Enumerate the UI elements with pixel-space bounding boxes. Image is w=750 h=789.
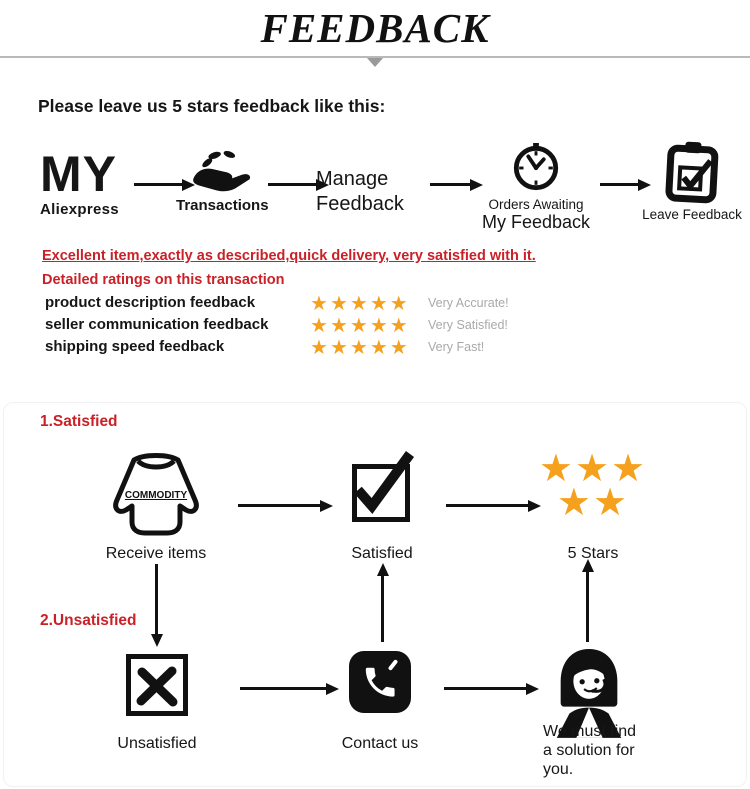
star-icon: ★	[310, 337, 328, 359]
solution-line: a solution for	[543, 742, 635, 759]
rating-comment: Very Accurate!	[428, 296, 509, 310]
arrow-up-icon	[381, 574, 384, 642]
phone-handset-icon	[349, 651, 411, 713]
arrow-right-icon	[600, 183, 640, 186]
arrow-right-icon	[240, 687, 328, 690]
commodity-text: COMMODITY	[124, 490, 188, 501]
star-icon: ★	[556, 482, 593, 524]
star-icon: ★	[349, 315, 368, 337]
star-rating	[310, 335, 428, 360]
rating-label: product description feedback	[45, 294, 256, 311]
star-icon: ★	[369, 315, 388, 337]
arrow-right-icon	[238, 504, 322, 507]
excellent-item-line: Excellent item,exactly as described,quick delivery, very satisfied with it.	[42, 248, 536, 264]
divider-notch-icon	[367, 58, 383, 67]
clock-icon	[511, 142, 561, 194]
transactions-label: Transactions	[176, 197, 269, 214]
step-my-aliexpress	[40, 146, 119, 218]
arrow-right-icon	[430, 183, 472, 186]
receive-items-label: Receive items	[105, 545, 207, 562]
cross-box-icon	[126, 654, 188, 716]
solution-line: you.	[543, 761, 574, 778]
cross-mark-icon	[131, 659, 183, 711]
leave-feedback-label: Leave Feedback	[642, 207, 742, 222]
star-icon: ★	[369, 293, 388, 315]
page-title: FEEDBACK	[260, 5, 490, 51]
star-icon: ★	[329, 315, 348, 337]
star-icon: ★	[369, 337, 388, 359]
step-transactions	[176, 148, 268, 214]
step-manage-feedback	[316, 167, 404, 217]
rating-row	[45, 338, 735, 360]
contact-us-label: Contact us	[341, 735, 419, 752]
star-icon: ★	[389, 293, 408, 315]
detailed-ratings-line: Detailed ratings on this transaction	[42, 272, 285, 288]
star-icon: ★	[538, 448, 575, 490]
section1-heading: Please leave us 5 stars feedback like this:	[38, 96, 386, 116]
hand-coins-icon	[189, 148, 255, 194]
rating-comment: Very Fast!	[428, 340, 485, 354]
my-feedback-label: My Feedback	[481, 212, 591, 232]
step-leave-feedback	[640, 140, 744, 222]
star-icon: ★	[349, 337, 368, 359]
arrow-right-icon	[446, 504, 530, 507]
solution-line: We must find	[543, 723, 637, 740]
star-icon: ★	[310, 315, 328, 337]
phone-icon	[349, 651, 411, 713]
star-icon: ★	[329, 293, 348, 315]
rating-label: seller communication feedback	[45, 316, 269, 333]
star-icon: ★	[389, 315, 408, 337]
five-stars-label: 5 Stars	[567, 545, 619, 562]
star-icon: ★	[349, 293, 368, 315]
unsatisfied-heading: 2.Unsatisfied	[40, 612, 137, 629]
star-icon: ★	[611, 448, 648, 490]
five-stars-icon	[538, 450, 648, 522]
rating-label: shipping speed feedback	[45, 338, 225, 355]
arrow-up-icon	[586, 570, 589, 642]
my-text: MY	[40, 146, 117, 202]
satisfied-heading: 1.Satisfied	[40, 413, 118, 430]
commodity-shirt-icon	[100, 452, 212, 542]
star-icon: ★	[574, 448, 612, 490]
star-icon: ★	[389, 337, 408, 359]
arrow-right-icon	[444, 687, 528, 690]
rating-comment: Very Satisfied!	[428, 318, 508, 332]
unsatisfied-label: Unsatisfied	[117, 735, 197, 752]
manage-line1: Manage	[316, 168, 389, 190]
manage-line2: Feedback	[316, 193, 404, 215]
check-mark-icon	[346, 442, 416, 520]
clipboard-check-icon	[661, 139, 722, 206]
star-icon: ★	[310, 293, 328, 315]
step-orders-awaiting	[474, 142, 598, 233]
orders-awaiting-label: Orders Awaiting	[488, 197, 584, 212]
aliexpress-label: Aliexpress	[40, 201, 119, 218]
solution-text	[543, 722, 673, 779]
satisfied-label: Satisfied	[351, 545, 413, 562]
arrow-right-icon	[268, 183, 318, 186]
arrow-down-icon	[155, 564, 158, 636]
star-icon: ★	[593, 482, 630, 524]
star-icon: ★	[329, 337, 348, 359]
